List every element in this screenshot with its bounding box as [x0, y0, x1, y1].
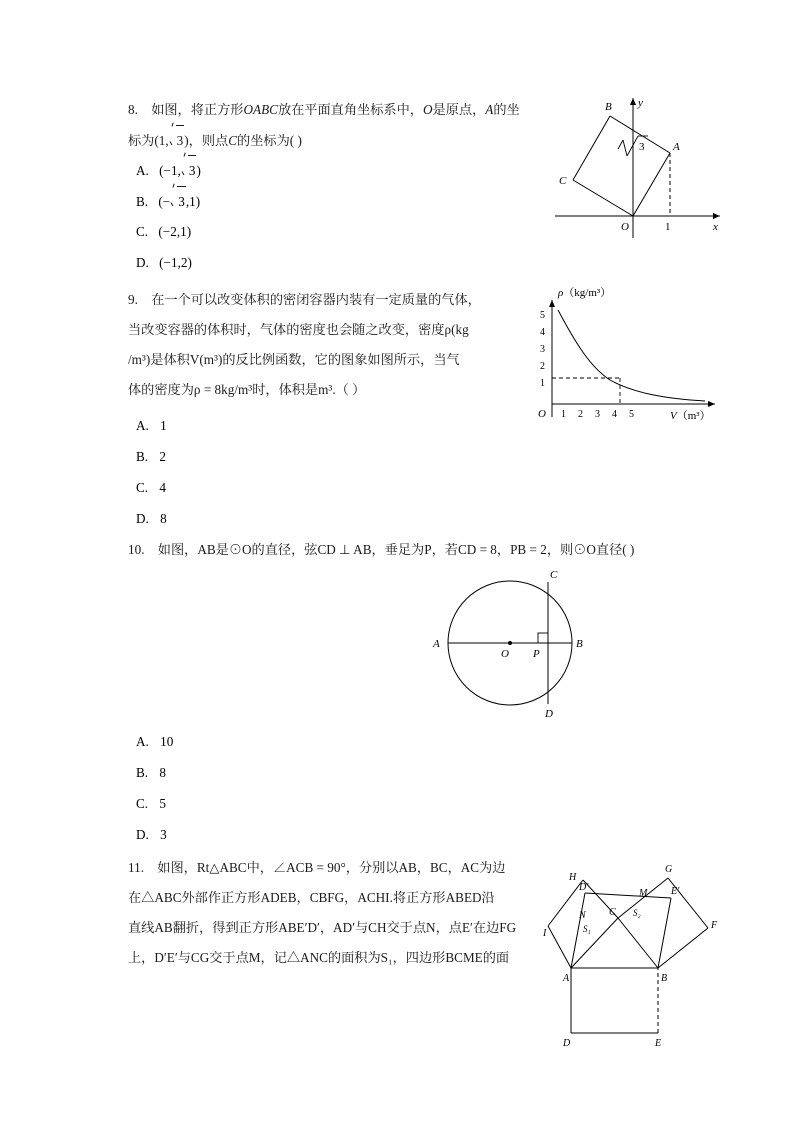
option-c-text: (−2,1): [158, 224, 192, 239]
question-8-stem-text-3: 是原点，: [432, 102, 486, 117]
origin-label: O: [621, 221, 629, 233]
option-a-label: A.: [136, 418, 149, 433]
point-n-label: N: [579, 910, 586, 921]
option-d-label: D.: [136, 255, 149, 270]
option-b-label: B.: [136, 194, 149, 209]
option-c-label: C.: [136, 224, 149, 239]
question-9-option-a[interactable]: [136, 411, 167, 441]
question-8-line-2: [128, 125, 548, 156]
question-8-option-d[interactable]: [136, 248, 192, 278]
point-a-label: A: [563, 973, 570, 984]
option-d-text: (−1,2): [159, 255, 192, 270]
question-11-figure: [543, 848, 758, 1063]
y-tick-5: 5: [540, 310, 545, 321]
option-b-label: B.: [136, 449, 149, 464]
option-c-label: C.: [136, 480, 149, 495]
question-10-line-1: [128, 535, 708, 565]
point-c-label: C: [550, 569, 558, 581]
y-tick-2: 2: [540, 361, 545, 372]
option-b-text: 2: [159, 449, 166, 464]
question-10-option-b[interactable]: [136, 758, 166, 788]
sqrt-icon: 3: [170, 186, 186, 217]
question-9-text-2: 当改变容器的体积时，气体的密度也会随之改变，密度ρ(kg: [128, 322, 469, 337]
x-tick-1: 1: [561, 409, 566, 420]
question-9: [128, 285, 528, 405]
question-8-point-c-name: C: [228, 133, 238, 148]
axis-x-label: x: [713, 221, 718, 233]
area-s1-label: S₁: [583, 924, 591, 934]
x-tick-3: 3: [595, 409, 600, 420]
sqrt-icon: 3: [181, 155, 197, 186]
question-8-stem-text-2: 放在平面直角坐标系中，: [277, 102, 423, 117]
question-9-option-b[interactable]: [136, 442, 166, 472]
x-tick-5: 5: [629, 409, 634, 420]
question-10-number: 10.: [128, 542, 145, 557]
option-d-label: D.: [136, 827, 149, 842]
option-c-text: 4: [159, 480, 166, 495]
question-8-line-1: [128, 95, 548, 125]
question-11-line-2: [128, 883, 548, 913]
point-m-label: M: [639, 888, 648, 899]
question-9-text-1: 在一个可以改变体积的密闭容器内装有一定质量的气体，: [151, 292, 481, 307]
question-9-figure: [530, 282, 745, 432]
option-b-text-pre: (−: [158, 194, 171, 209]
question-8-square-name: OABC: [243, 102, 278, 117]
question-8: [128, 95, 548, 156]
question-8-figure: [545, 88, 730, 248]
question-8-option-a[interactable]: [136, 155, 201, 186]
point-a-label: A: [433, 638, 440, 650]
option-d-label: D.: [136, 511, 149, 526]
question-9-line-4: [128, 375, 528, 405]
question-11-line-4: [128, 943, 548, 973]
question-8-coord-pre: 标为(1,: [128, 133, 169, 148]
question-10-option-a[interactable]: [136, 727, 173, 757]
option-c-text: 5: [159, 796, 166, 811]
option-d-text: 3: [160, 827, 167, 842]
point-a-label: A: [673, 141, 680, 153]
area-s2-label: S₂: [633, 908, 641, 918]
point-d-label: D: [563, 1038, 571, 1049]
x-tick-2: 2: [578, 409, 583, 420]
question-11-text-1: 如图，Rt△ABC中，∠ACB = 90°，分别以AB，BC，AC为边: [157, 860, 506, 875]
option-a-label: A.: [136, 734, 149, 749]
question-8-origin-name: O: [423, 102, 433, 117]
option-a-text-post: ): [196, 163, 201, 178]
question-8-number: 8.: [128, 102, 138, 117]
option-a-text-pre: (−1,: [159, 163, 181, 178]
question-9-text-4: 体的密度为ρ = 8kg/m³时，体积是m³.（ ）: [128, 382, 366, 397]
question-8-stem-text-1: 如图，将正方形: [151, 102, 244, 117]
question-11-line-3: [128, 913, 548, 943]
point-i-label: I: [543, 928, 547, 939]
question-10-option-d[interactable]: [136, 820, 167, 850]
point-f-label: F: [711, 920, 718, 931]
question-11-text-3: 直线AB翻折，得到正方形ABE′D′，AD′与CH交于点N，点E′在边FG: [128, 920, 517, 935]
question-9-option-d[interactable]: [136, 504, 167, 534]
svg-text:3: 3: [639, 141, 645, 153]
point-d-prime-label: D′: [579, 882, 589, 893]
point-e-prime-label: E′: [671, 886, 680, 897]
question-8-stem-text-4: 的坐: [493, 102, 520, 117]
question-8-coord-post: )，则点: [184, 133, 229, 148]
point-e-label: E: [655, 1038, 662, 1049]
point-b-label: B: [661, 973, 668, 984]
option-a-text: 1: [160, 418, 167, 433]
question-8-point-a-name: A: [485, 102, 494, 117]
x-tick-4: 4: [612, 409, 617, 420]
question-9-text-3: /m³)是体积V(m³)的反比例函数，它的图象如图所示，当气: [128, 352, 460, 367]
question-8-option-c[interactable]: [136, 217, 191, 247]
y-tick-4: 4: [540, 327, 545, 338]
option-c-label: C.: [136, 796, 149, 811]
question-11-text-2: 在△ABC外部作正方形ADEB，CBFG，ACHI.将正方形ABED沿: [128, 890, 495, 905]
question-9-number: 9.: [128, 292, 138, 307]
point-c-label: C: [559, 175, 567, 187]
point-c-label: C: [609, 907, 616, 918]
question-10-stem: 如图，AB是⊙O的直径，弦CD ⊥ AB，垂足为P，若CD = 8，PB = 2，则⊙O直径( ): [157, 542, 635, 557]
question-9-line-2: [128, 315, 528, 345]
y-axis-label: ρ（kg/m³）: [558, 287, 612, 299]
option-b-text-post: ,1): [185, 194, 201, 209]
option-a-label: A.: [136, 163, 149, 178]
origin-label: O: [538, 408, 546, 420]
y-tick-1: 1: [540, 378, 545, 389]
point-o-label: O: [501, 648, 509, 660]
question-9-line-1: [128, 285, 528, 315]
point-g-label: G: [665, 864, 673, 875]
question-9-line-3: [128, 345, 528, 375]
x-axis-label: V（m³）: [670, 410, 711, 422]
point-h-label: H: [569, 872, 577, 883]
option-b-text: 8: [159, 765, 166, 780]
point-p-label: P: [533, 648, 540, 660]
question-10-option-c[interactable]: [136, 789, 166, 819]
point-b-label: B: [576, 638, 583, 650]
question-8-coord-end: 的坐标为( ): [237, 133, 302, 148]
question-11-line-1: [128, 853, 548, 883]
option-a-text: 10: [160, 734, 174, 749]
point-d-label: D: [545, 708, 553, 720]
sqrt-icon: 3: [169, 125, 185, 156]
question-11-number: 11.: [128, 860, 144, 875]
question-8-option-b[interactable]: [136, 186, 200, 217]
question-10-figure: [370, 565, 680, 720]
point-b-label: B: [605, 101, 612, 113]
y-tick-3: 3: [540, 344, 545, 355]
question-11: [128, 853, 548, 973]
axis-y-label: y: [638, 97, 643, 109]
question-9-option-c[interactable]: [136, 473, 166, 503]
tick-label-1: 1: [665, 221, 671, 233]
option-b-label: B.: [136, 765, 149, 780]
question-10: [128, 535, 708, 565]
option-d-text: 8: [160, 511, 167, 526]
question-11-text-4: 上，D′E′与CG交于点M，记△ANC的面积为S₁，四边形BCME的面: [128, 950, 510, 965]
